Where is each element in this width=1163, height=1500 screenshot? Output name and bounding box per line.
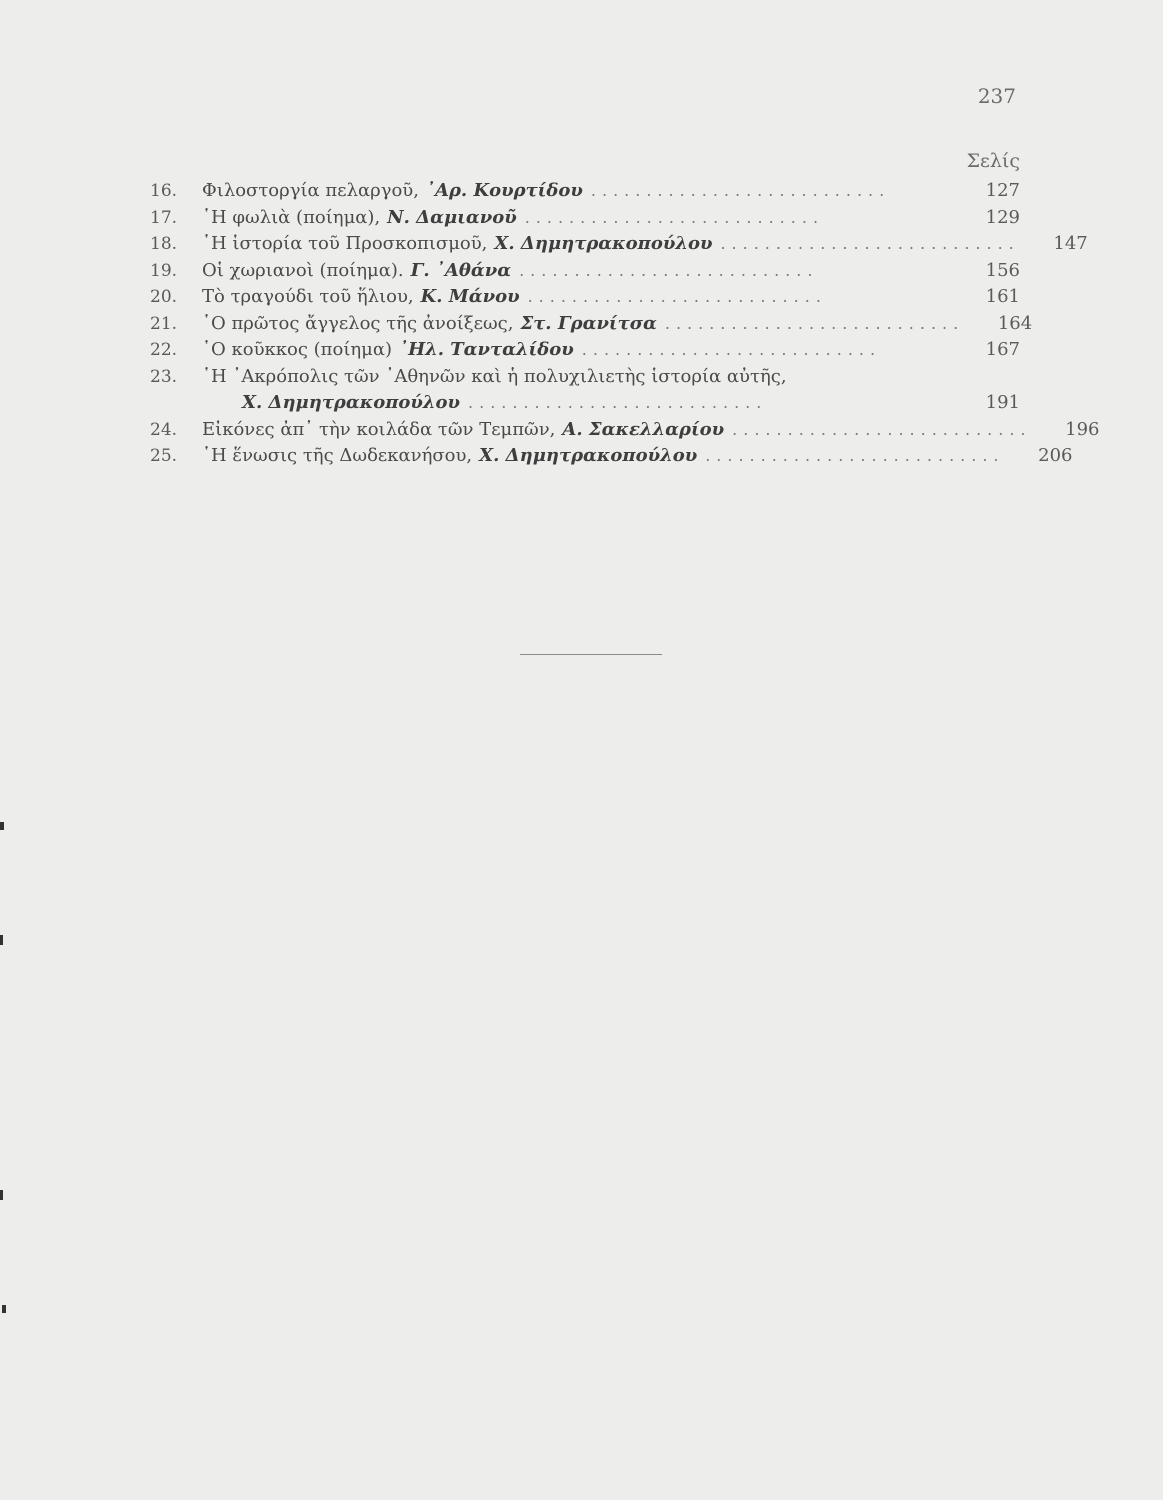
dot-leader: ........................... <box>720 234 1020 253</box>
toc-entry <box>150 337 1020 364</box>
toc-entry <box>150 284 1020 311</box>
toc-entry <box>150 178 1020 205</box>
entry-number: 22. <box>150 340 178 360</box>
dot-leader: ........................... <box>664 313 965 333</box>
toc-entry <box>150 231 1088 258</box>
page-column-heading: Σελίς <box>966 150 1020 172</box>
scan-speck <box>0 822 4 830</box>
scan-speck <box>2 1305 6 1313</box>
entry-page: 206 <box>1038 445 1073 466</box>
entry-title: Φιλοστοργία πελαργοῦ, <box>202 180 419 201</box>
toc-entry <box>150 443 1073 470</box>
entry-author: Στ. Γρανίτσα <box>520 312 657 334</box>
entry-title: ῾Ο πρῶτος ἄγγελος τῆς ἀνοίξεως, <box>202 312 514 334</box>
scan-speck <box>0 935 3 945</box>
dot-leader: ........................... <box>732 419 1032 439</box>
entry-author: ᾿Ηλ. Τανταλίδου <box>399 339 574 360</box>
toc-entry <box>150 364 1020 391</box>
toc-entry <box>150 417 1100 444</box>
dot-leader: ........................... <box>590 181 891 200</box>
entry-title: ῾Ο κοῦκκος (ποίημα) <box>202 339 393 360</box>
entry-page: 147 <box>1053 233 1088 254</box>
dot-leader: ........................... <box>527 287 827 306</box>
toc-entry-continuation <box>150 390 1020 417</box>
dot-leader: ........................... <box>581 340 882 359</box>
entry-number: 16. <box>150 181 178 201</box>
entry-author: Χ. Δημητρακοπούλου <box>494 233 713 254</box>
entry-author: Χ. Δημητρακοπούλου <box>479 445 698 466</box>
entry-author: Ν. Δαμιανοῦ <box>387 206 517 228</box>
entry-author: Γ. ᾿Αθάνα <box>410 259 512 281</box>
entry-number: 23. <box>150 366 178 387</box>
dot-leader: ........................... <box>705 446 1005 465</box>
entry-author: Α. Σακελλαρίου <box>562 418 725 440</box>
entry-title: Εἰκόνες ἀπ᾿ τὴν κοιλάδα τῶν Τεμπῶν, <box>202 418 556 440</box>
entry-number: 17. <box>150 207 178 228</box>
entry-number: 25. <box>150 446 178 466</box>
toc-entry <box>150 311 1033 338</box>
entry-title: Οἱ χωριανοὶ (ποίημα). <box>202 259 404 281</box>
toc-entry <box>150 205 1020 232</box>
entry-number: 18. <box>150 234 178 254</box>
entry-title: ῾Η ἕνωσις τῆς Δωδεκανήσου, <box>202 445 473 466</box>
toc-entry <box>150 258 1020 285</box>
entry-page: 164 <box>997 312 1033 334</box>
entry-title: ῾Η φωλιὰ (ποίημα), <box>202 206 381 228</box>
dot-leader: ........................... <box>468 393 768 412</box>
end-rule <box>520 654 662 655</box>
entry-number: 21. <box>150 313 178 334</box>
entry-title: ῾Η ἱστορία τοῦ Προσκοπισμοῦ, <box>202 233 488 254</box>
page-number: 237 <box>977 84 1016 108</box>
entry-page: 161 <box>985 286 1020 307</box>
entry-page: 127 <box>985 180 1020 201</box>
entry-page: 196 <box>1065 418 1100 440</box>
entry-page: 167 <box>985 339 1020 360</box>
scan-speck <box>0 1190 3 1200</box>
entry-page: 129 <box>985 206 1020 228</box>
entry-title: Τὸ τραγούδι τοῦ ἥλιου, <box>202 286 414 307</box>
entry-number: 20. <box>150 287 178 307</box>
entry-page: 191 <box>985 392 1020 413</box>
entry-page: 156 <box>985 259 1020 281</box>
entry-number: 24. <box>150 419 178 440</box>
dot-leader: ........................... <box>519 260 819 280</box>
entry-author: Χ. Δημητρακοπούλου <box>242 392 461 413</box>
entry-author: Κ. Μάνου <box>420 286 520 307</box>
entry-number: 19. <box>150 260 178 281</box>
entry-author: ᾿Αρ. Κουρτίδου <box>425 180 583 201</box>
dot-leader: ........................... <box>524 207 825 227</box>
entry-title: ῾Η ᾿Ακρόπολις τῶν ᾿Αθηνῶν καὶ ἡ πολυχιλιετὴς ἱστορία αὐτῆς, <box>202 365 787 387</box>
table-of-contents <box>150 178 1100 470</box>
